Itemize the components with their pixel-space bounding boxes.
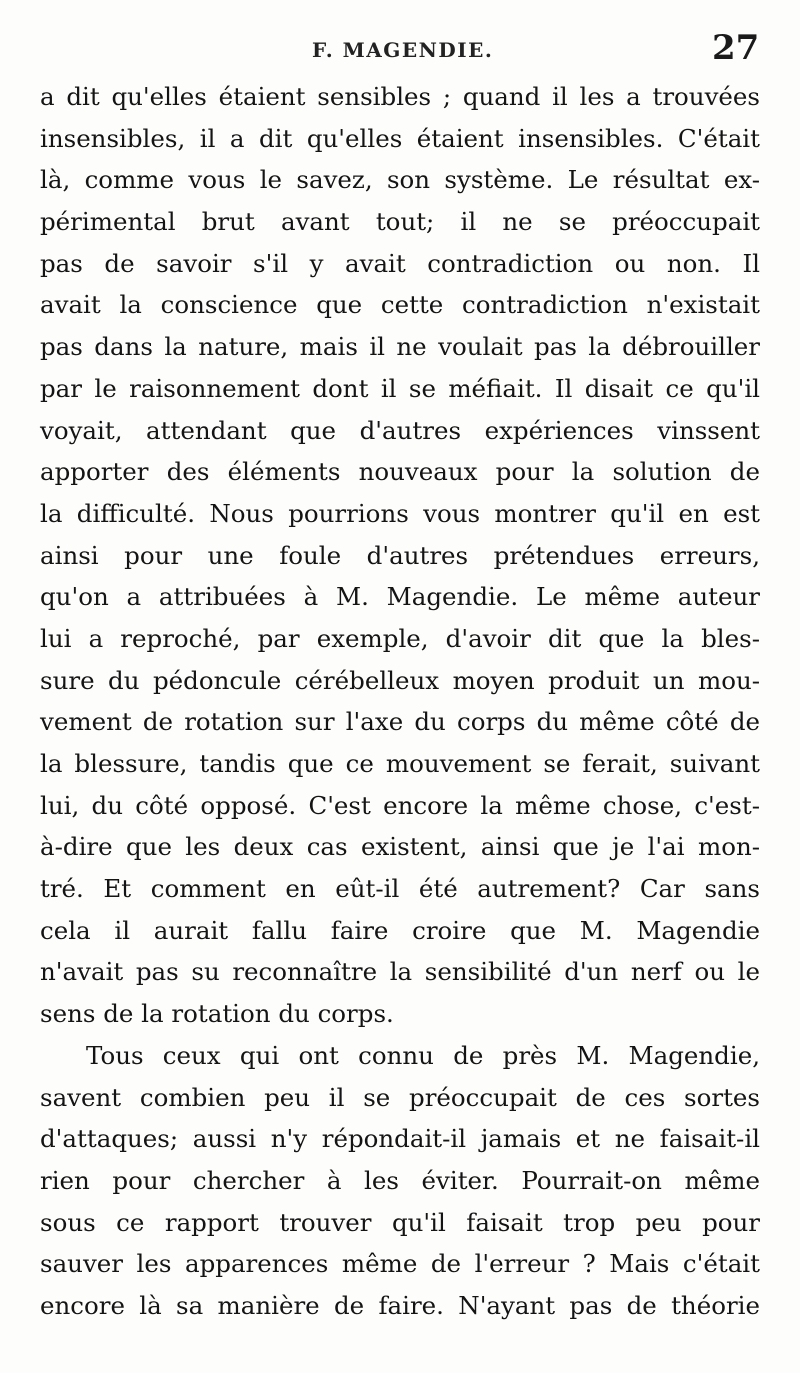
text-line: savent combien peu il se préoccupait de ces sortes [40, 1082, 760, 1112]
running-head [0, 28, 800, 72]
text-line: pas de savoir s'il y avait contradiction ou non. Il [40, 248, 760, 278]
text-line: la blessure, tandis que ce mouvement se ferait, suivant [40, 749, 760, 778]
paragraph [40, 76, 760, 1035]
text-line: n'avait pas su reconnaître la sensibilité d'un nerf ou le [40, 957, 760, 987]
text-line: tré. Et comment en eût-il été autrement? Car sans [40, 874, 760, 904]
text-line: vement de rotation sur l'axe du corps du même côté de [40, 707, 760, 737]
text-line: périmental brut avant tout; il ne se préoccupait [40, 207, 760, 237]
text-line: sens de la rotation du corps. [40, 999, 394, 1029]
text-line: Tous ceux qui ont connu de près M. Magendie, [86, 1040, 760, 1070]
text-line: a dit qu'elles étaient sensibles ; quand il les a trouvées [40, 82, 760, 111]
text-line: lui a reproché, par exemple, d'avoir dit que la bles- [40, 623, 760, 653]
text-line: qu'on a attribuées à M. Magendie. Le même auteur [40, 582, 760, 612]
text-line: apporter des éléments nouveaux pour la solution de [40, 457, 760, 487]
paragraph [40, 1035, 760, 1327]
text-line: par le raisonnement dont il se méfiait. Il disait ce qu'il [40, 373, 760, 403]
running-title: F. MAGENDIE. [312, 38, 494, 62]
text-line: d'attaques; aussi n'y répondait-il jamais et ne faisait-il [40, 1124, 760, 1154]
text-line: insensibles, il a dit qu'elles étaient insensibles. C'était [40, 123, 760, 153]
text-line: sauver les apparences même de l'erreur ? Mais c'était [40, 1249, 760, 1279]
text-line: la difficulté. Nous pourrions vous montrer qu'il en est [40, 498, 760, 528]
text-line: à-dire que les deux cas existent, ainsi que je l'ai mon- [40, 832, 760, 862]
text-line: lui, du côté opposé. C'est encore la même chose, c'est- [40, 790, 760, 820]
text-line: sure du pédoncule cérébelleux moyen produit un mou- [40, 665, 760, 695]
text-line: là, comme vous le savez, son système. Le résultat ex- [40, 165, 760, 195]
text-line: cela il aurait fallu faire croire que M. Magendie [40, 915, 760, 945]
text-line: avait la conscience que cette contradiction n'existait [40, 290, 760, 320]
text-line: rien pour chercher à les éviter. Pourrait-on même [40, 1165, 760, 1195]
text-line: pas dans la nature, mais il ne voulait pas la débrouiller [40, 332, 760, 362]
text-line: encore là sa manière de faire. N'ayant pas de théorie [40, 1290, 760, 1320]
text-line: sous ce rapport trouver qu'il faisait trop peu pour [40, 1207, 760, 1237]
page-number: 27 [712, 28, 760, 68]
body-text [40, 76, 760, 1327]
text-line: ainsi pour une foule d'autres prétendues erreurs, [40, 540, 760, 570]
text-line: voyait, attendant que d'autres expériences vinssent [40, 415, 760, 445]
